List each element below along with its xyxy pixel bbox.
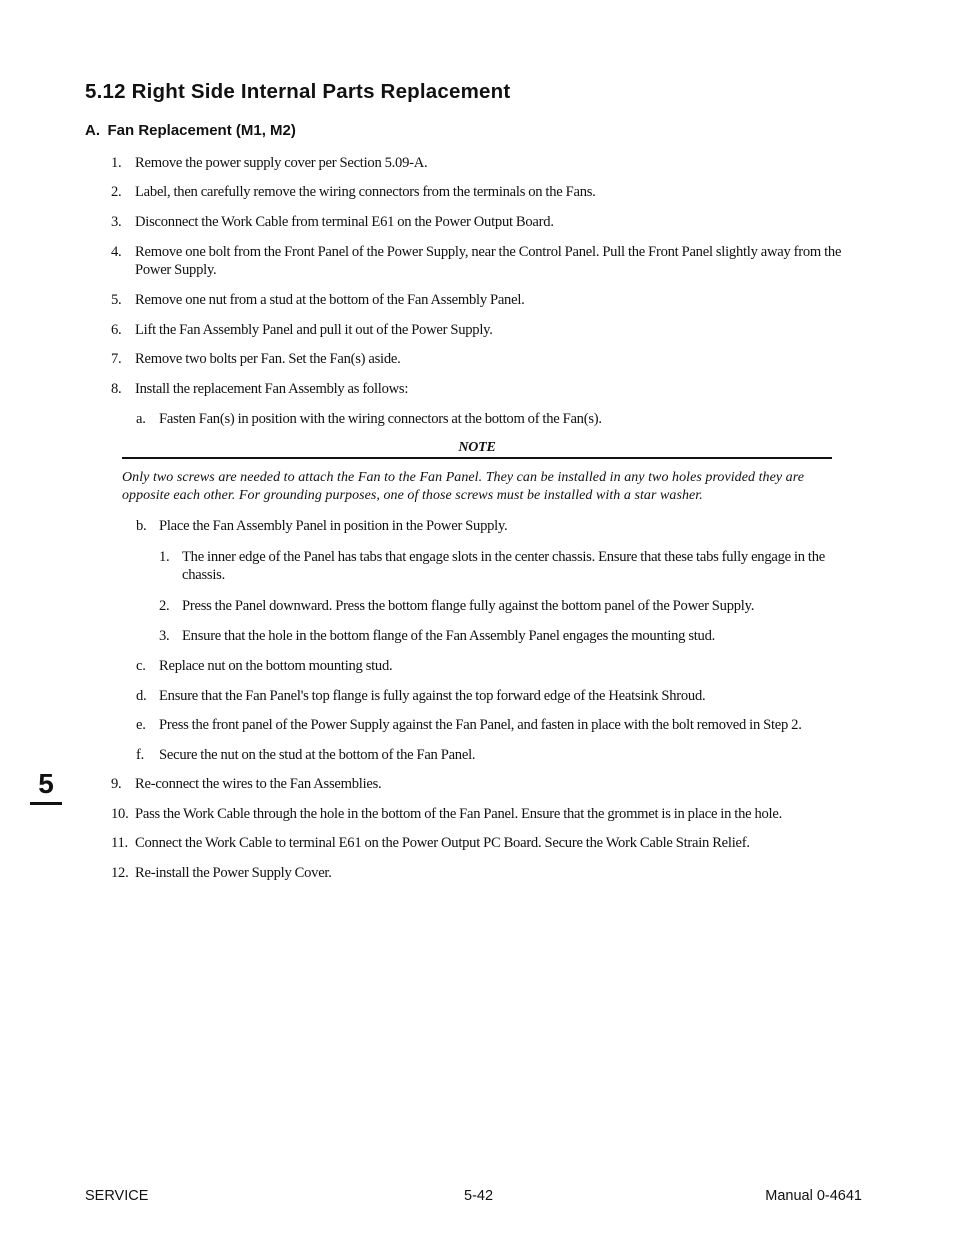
substep-f (136, 746, 871, 764)
step-number: 11. (111, 835, 128, 851)
substep-b-item-2 (159, 597, 871, 615)
step-number: 8. (111, 381, 122, 397)
footer-section-label: SERVICE (85, 1188, 149, 1204)
substep-letter: b. (136, 518, 147, 534)
step-12 (111, 864, 871, 882)
note-label: NOTE (458, 440, 496, 455)
footer-manual-number: Manual 0-4641 (765, 1188, 862, 1204)
substep-text: Ensure that the Fan Panel's top flange is fully against the top forward edge of the Heatsink Shroud. (159, 688, 706, 704)
note-divider (122, 457, 832, 459)
step-text: Install the replacement Fan Assembly as follows: (135, 381, 409, 397)
subsection-title: A. Fan Replacement (M1, M2) (85, 122, 296, 139)
step-number: 2. (111, 184, 122, 200)
substep-letter: c. (136, 658, 146, 674)
substep-b (136, 517, 871, 535)
substep-letter: a. (136, 411, 146, 427)
step-10 (111, 805, 871, 823)
step-text: Re-install the Power Supply Cover. (135, 865, 332, 881)
step-number: 3. (111, 214, 122, 230)
substep-letter: f. (136, 747, 145, 763)
substep-c (136, 657, 871, 675)
note-text: Only two screws are needed to attach the Fan to the Fan Panel. They can be installed in any two holes provided they are opposite each other. For grounding purposes, one of those screws must be installed with a star washer. (122, 470, 804, 503)
substep-text: Replace nut on the bottom mounting stud. (159, 658, 393, 674)
step-2 (111, 183, 871, 201)
step-number: 10. (111, 806, 129, 822)
step-text: Remove the power supply cover per Section 5.09-A. (135, 155, 428, 171)
step-number: 5. (111, 292, 122, 308)
substep-text: Fasten Fan(s) in position with the wiring connectors at the bottom of the Fan(s). (159, 411, 602, 427)
substep-text: Press the front panel of the Power Supply against the Fan Panel, and fasten in place with the bolt removed in Step 2. (159, 717, 802, 733)
substep-e (136, 716, 871, 734)
step-number: 9. (111, 776, 122, 792)
step-text: Remove one nut from a stud at the bottom of the Fan Assembly Panel. (135, 292, 525, 308)
chapter-tab: 5 (30, 766, 62, 805)
substep-d (136, 687, 871, 705)
step-text: Label, then carefully remove the wiring connectors from the terminals on the Fans. (135, 184, 596, 200)
substep-letter: e. (136, 717, 146, 733)
step-text: Pass the Work Cable through the hole in the bottom of the Fan Panel. Ensure that the grommet is in place in the hole. (135, 806, 782, 822)
substep-text: Place the Fan Assembly Panel in position in the Power Supply. (159, 518, 508, 534)
step-3 (111, 213, 871, 231)
step-7 (111, 350, 871, 368)
step-text: Disconnect the Work Cable from terminal E61 on the Power Output Board. (135, 214, 554, 230)
step-text: Remove two bolts per Fan. Set the Fan(s) aside. (135, 351, 401, 367)
step-8 (111, 380, 871, 398)
substep-b-item-3 (159, 627, 871, 645)
step-number: 6. (111, 322, 122, 338)
step-number: 4. (111, 244, 122, 260)
step-4 (111, 243, 871, 279)
item-text: The inner edge of the Panel has tabs that engage slots in the center chassis. Ensure that these tabs fully engage in the chassis. (182, 549, 826, 583)
item-number: 1. (159, 549, 170, 565)
step-text: Lift the Fan Assembly Panel and pull it out of the Power Supply. (135, 322, 493, 338)
step-1 (111, 154, 871, 172)
substep-letter: d. (136, 688, 147, 704)
step-6 (111, 321, 871, 339)
step-number: 7. (111, 351, 122, 367)
item-number: 2. (159, 598, 170, 614)
step-number: 1. (111, 155, 122, 171)
item-number: 3. (159, 628, 170, 644)
substep-b-item-1 (159, 548, 871, 584)
step-9 (111, 775, 871, 793)
step-11 (111, 834, 871, 852)
item-text: Press the Panel downward. Press the bottom flange fully against the bottom panel of the Power Supply. (182, 598, 755, 614)
step-text: Remove one bolt from the Front Panel of the Power Supply, near the Control Panel. Pull the Front Panel slightly away from the Power Supply. (135, 244, 842, 278)
footer-page-number: 5-42 (464, 1188, 494, 1204)
section-title: 5.12 Right Side Internal Parts Replacement (85, 80, 511, 103)
step-5 (111, 291, 871, 309)
substep-a (136, 410, 871, 428)
item-text: Ensure that the hole in the bottom flange of the Fan Assembly Panel engages the mounting stud. (182, 628, 716, 644)
step-text: Re-connect the wires to the Fan Assemblies. (135, 776, 382, 792)
step-text: Connect the Work Cable to terminal E61 on the Power Output PC Board. Secure the Work Cable Strain Relief. (135, 835, 750, 851)
substep-text: Secure the nut on the stud at the bottom of the Fan Panel. (159, 747, 476, 763)
step-number: 12. (111, 865, 129, 881)
